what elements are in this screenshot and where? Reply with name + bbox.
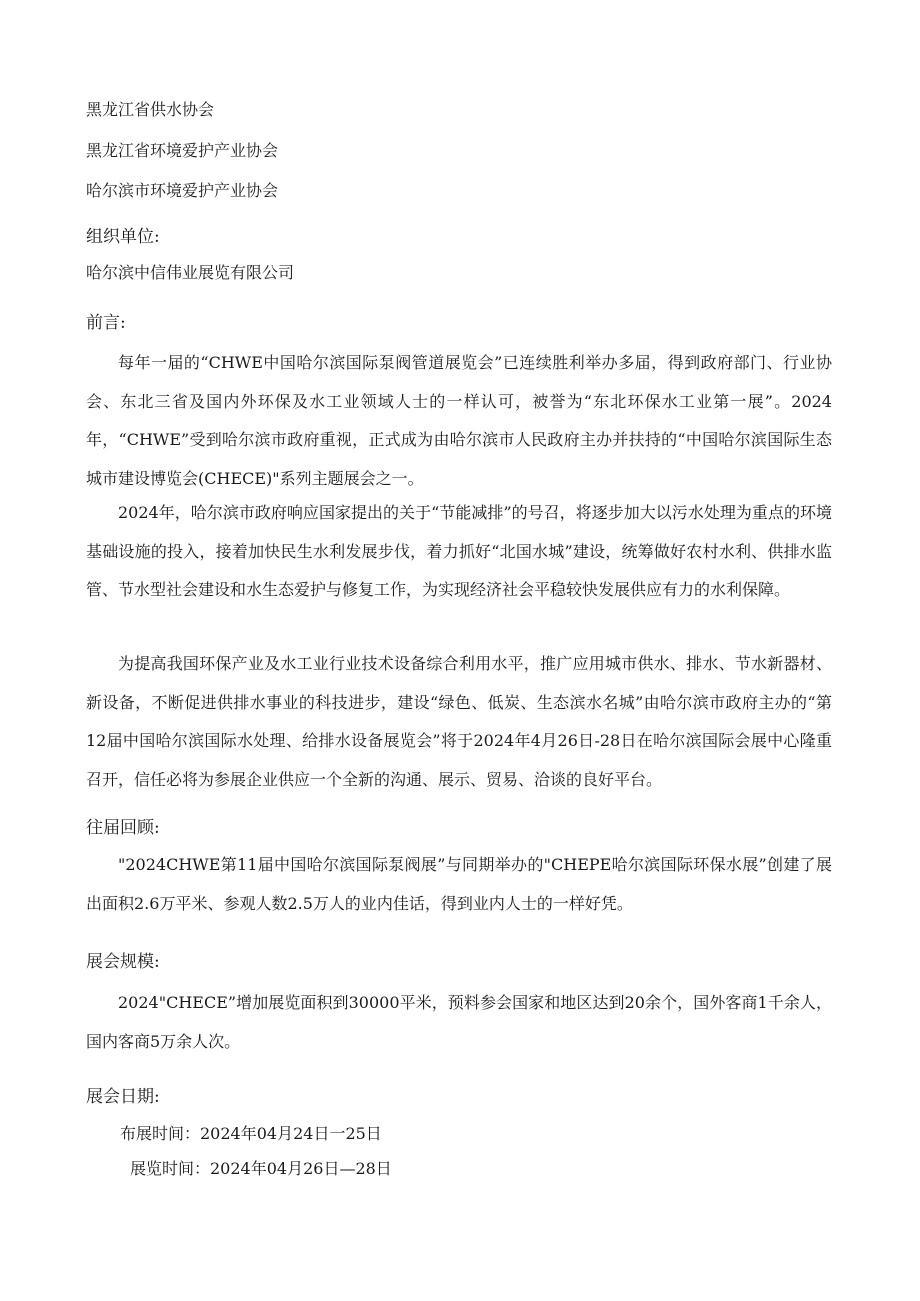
preface-paragraph-1: 每年一届的“CHWE中国哈尔滨国际泵阀管道展览会”已连续胜利举办多届，得到政府部门、行业协会、东北三省及国内外环保及水工业领域人士的一样认可，被誉为“东北环保水工业第一展”。2024年，“CHWE”受到哈尔滨市政府重视，正式成为由哈尔滨市人民政府主办并扶持的“中国哈尔滨国际生态城市建设博览会(CHECE)"系列主题展会之一。 bbox=[86, 353, 832, 488]
organizing-unit-name: 哈尔滨中信伟业展览有限公司 bbox=[86, 263, 295, 282]
organizer-1: 黑龙江省供水协会 bbox=[86, 100, 215, 119]
review-paragraph: "2024CHWE第11届中国哈尔滨国际泵阀展”与同期举办的"CHEPE哈尔滨国际环保水展”创建了展出面积2.6万平米、参观人数2.5万人的业内佳话，得到业内人士的一样好凭。 bbox=[86, 855, 832, 913]
organizing-unit-heading: 组织单位: bbox=[86, 227, 160, 247]
scale-paragraph: 2024"CHECE”增加展览面积到30000平米，预料参会国家和地区达到20余个，国外客商1千余人，国内客商5万余人次。 bbox=[86, 993, 832, 1051]
preface-paragraph-3: 为提高我国环保产业及水工业行业技术设备综合利用水平，推广应用城市供水、排水、节水新器材、新设备，不断促进供排水事业的科技进步，建设“绿色、低炭、生态滨水名城”由哈尔滨市政府主办的“第12届中国哈尔滨国际水处理、给排水设备展览会”将于2024年4月26日-28日在哈尔滨国际会展中心隆重召开，信任必将为参展企业供应一个全新的沟通、展示、贸易、洽谈的良好平台。 bbox=[86, 654, 832, 789]
preface-paragraph-2: 2024年，哈尔滨市政府响应国家提出的关于“节能减排”的号召，将逐步加大以污水处理为重点的环境基础设施的投入，接着加快民生水利发展步伐，着力抓好“北国水城”建设，统筹做好农村水利、供排水监管、节水型社会建设和水生态爱护与修复工作，为实现经济社会平稳较快发展供应有力的水利保障。 bbox=[86, 503, 832, 599]
organizer-3: 哈尔滨市环境爱护产业协会 bbox=[86, 181, 279, 200]
scale-heading: 展会规模: bbox=[86, 952, 160, 972]
dates-heading: 展会日期: bbox=[86, 1087, 160, 1107]
setup-date: 布展时间：2024年04月24日一25日 bbox=[120, 1124, 382, 1143]
preface-heading: 前言: bbox=[86, 313, 126, 333]
exhibition-date: 展览时间：2024年04月26日—28日 bbox=[130, 1159, 392, 1178]
organizer-2: 黑龙江省环境爱护产业协会 bbox=[86, 141, 279, 160]
review-heading: 往届回顾: bbox=[86, 818, 160, 838]
